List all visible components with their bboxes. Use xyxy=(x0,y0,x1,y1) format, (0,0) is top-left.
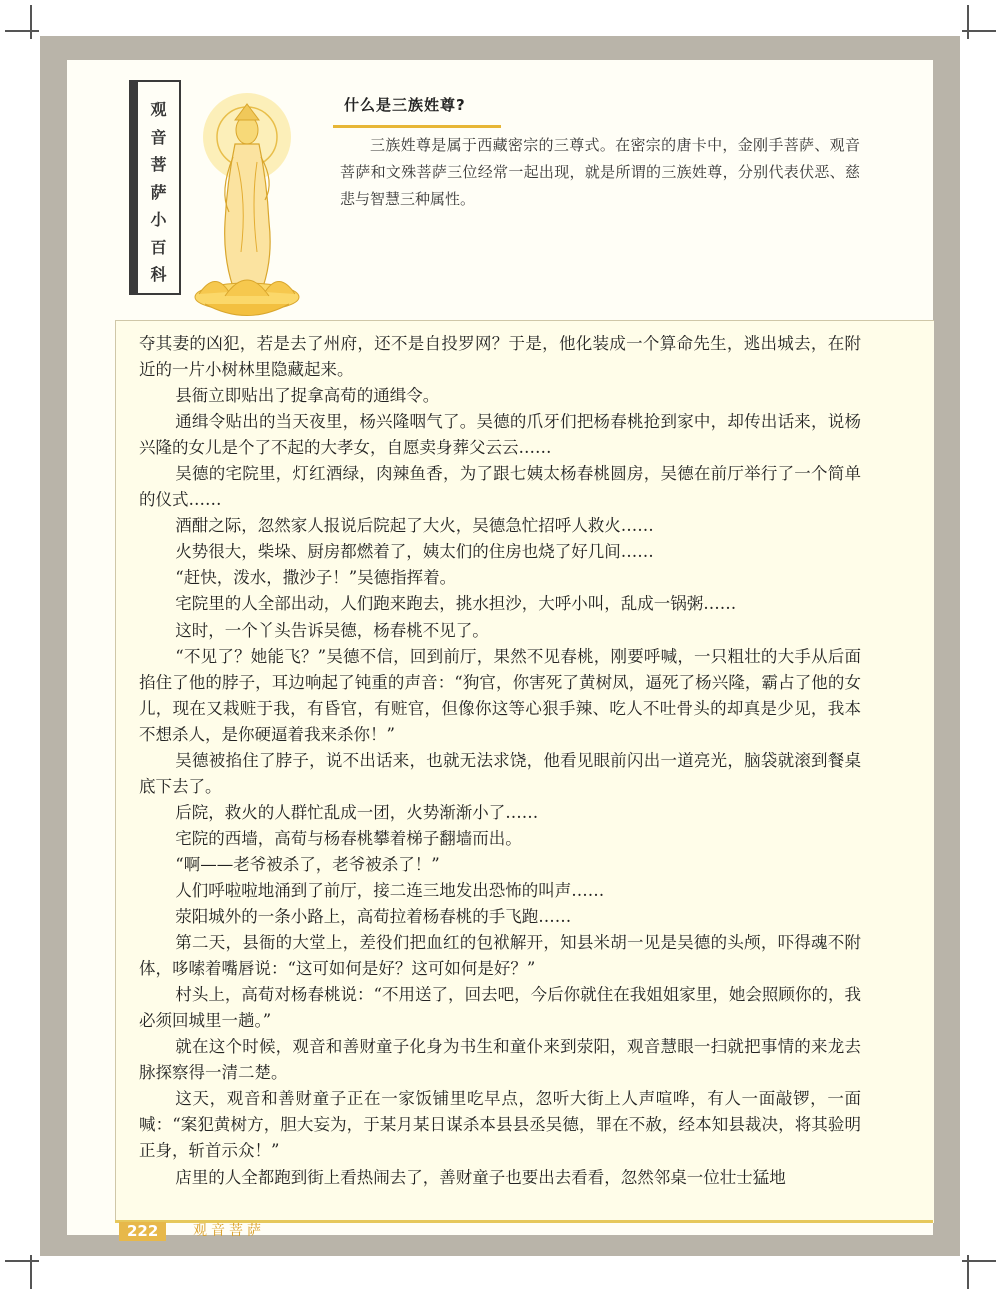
sidebar-body xyxy=(340,132,860,213)
lotus-petal xyxy=(199,281,229,294)
running-title: 观音菩萨 xyxy=(193,1223,265,1239)
story-paragraph: 吴德的宅院里，灯红酒绿，肉辣鱼香，为了跟七姨太杨春桃圆房，吴德在前厅举行了一个简单的仪式…… xyxy=(139,464,861,510)
tab-char: 科 xyxy=(150,265,167,284)
crop-mark xyxy=(967,5,969,39)
story-paragraph: 宅院里的人全部出动，人们跑来跑去，挑水担沙，大呼小叫，乱成一锅粥…… xyxy=(175,594,737,614)
story-paragraph: 店里的人全都跑到街上看热闹去了，善财童子也要出去看看，忽然邻桌一位壮士猛地 xyxy=(175,1167,786,1187)
story-paragraph: 人们呼啦啦地涌到了前厅，接二连三地发出恐怖的叫声…… xyxy=(175,880,605,900)
crop-mark xyxy=(967,1255,969,1289)
crop-mark xyxy=(5,30,39,32)
story-paragraph: 通缉令贴出的当天夜里，杨兴隆咽气了。吴德的爪牙们把杨春桃抢到家中，却传出话来，说杨兴隆的女儿是个了不起的大孝女，自愿卖身葬父云云…… xyxy=(139,412,861,458)
story-paragraph: 这天，观音和善财童子正在一家饭铺里吃早点，忽听大街上人声喧哗，有人一面敲锣，一面喊：“案犯黄树方，胆大妄为，于某月某日谋杀本县县丞吴德，罪在不赦，经本知县裁决，将其验明正身，斩首示众！” xyxy=(139,1089,861,1161)
story-paragraph: 就在这个时候，观音和善财童子化身为书生和童仆来到荥阳，观音慧眼一扫就把事情的来龙去脉探察得一清二楚。 xyxy=(139,1037,861,1083)
tab-char: 百 xyxy=(150,237,167,257)
tab-label xyxy=(138,96,179,289)
title-underline xyxy=(333,125,501,128)
story-paragraph: 这时，一个丫头告诉吴德，杨春桃不见了。 xyxy=(175,620,489,640)
lotus-petal xyxy=(205,304,289,316)
story-paragraph: 吴德被掐住了脖子，说不出话来，也就无法求饶，他看见眼前闪出一道亮光，脑袋就滚到餐桌底下去了。 xyxy=(139,750,861,796)
crop-mark xyxy=(30,5,32,39)
crop-mark xyxy=(30,1255,32,1289)
page-number: 222 xyxy=(119,1222,166,1241)
encyclopedia-tab xyxy=(129,80,181,295)
story-paragraph: 荥阳城外的一条小路上，高荀拉着杨春桃的手飞跑…… xyxy=(175,907,572,927)
story-paragraph: 县衙立即贴出了捉拿高荀的通缉令。 xyxy=(175,386,440,406)
lotus-petal xyxy=(265,281,295,294)
figure-robe xyxy=(225,144,270,287)
story-text xyxy=(139,331,861,1191)
story-paragraph: 火势很大，柴垛、厨房都燃着了，姨太们的住房也烧了好几间…… xyxy=(175,542,654,562)
book-page xyxy=(67,60,933,1240)
tab-char: 菩 xyxy=(150,155,167,174)
story-paragraph: 夺其妻的凶犯，若是去了州府，还不是自投罗网？于是，他化装成一个算命先生，逃出城去，在附近的一片小树林里隐藏起来。 xyxy=(139,334,861,380)
sidebar-title: 什么是三族姓尊? xyxy=(344,96,466,114)
tab-char: 萨 xyxy=(150,182,167,202)
guanyin-illustration xyxy=(185,82,320,327)
story-paragraph: “啊——老爷被杀了，老爷被杀了！” xyxy=(175,854,440,874)
story-paragraph: 宅院的西墙，高荀与杨春桃攀着梯子翻墙而出。 xyxy=(175,828,522,848)
crop-mark xyxy=(5,1260,39,1262)
story-paragraph: 村头上，高荀对杨春桃说：“不用送了，回去吧，今后你就住在我姐姐家里，她会照顾你的，我必须回城里一趟。” xyxy=(139,985,861,1031)
story-paragraph: 后院，救火的人群忙乱成一团，火势渐渐小了…… xyxy=(175,802,539,822)
story-paragraph: “不见了？她能飞？”吴德不信，回到前厅，果然不见春桃，刚要呼喊，一只粗壮的大手从后面掐住了他的脖子，耳边响起了钝重的声音：“狗官，你害死了黄树凤，逼死了杨兴隆，霸占了他的女儿，现在又栽赃于我，有昏官，有赃官，但像你这等心狠手辣、吃人不吐骨头的却真是少见，我本不想杀人，是你硬逼着我来杀你！” xyxy=(139,646,861,744)
sidebar-paragraph: 三族姓尊是属于西藏密宗的三尊式。在密宗的唐卡中，金刚手菩萨、观音菩萨和文殊菩萨三位经常一起出现，就是所谓的三族姓尊，分别代表伏恶、慈悲与智慧三种属性。 xyxy=(340,136,860,208)
story-paragraph: 第二天，县衙的大堂上，差役们把血红的包袱解开，知县米胡一见是吴德的头颅，吓得魂不附体，哆嗦着嘴唇说：“这可如何是好？这可如何是好？” xyxy=(139,933,861,979)
tab-char: 小 xyxy=(150,210,167,229)
tab-char: 音 xyxy=(150,127,167,147)
story-paragraph: “赶快，泼水，撒沙子！”吴德指挥着。 xyxy=(175,568,457,588)
tab-char: 观 xyxy=(150,100,167,119)
story-paragraph: 酒酣之际，忽然家人报说后院起了大火，吴德急忙招呼人救火…… xyxy=(175,516,654,536)
